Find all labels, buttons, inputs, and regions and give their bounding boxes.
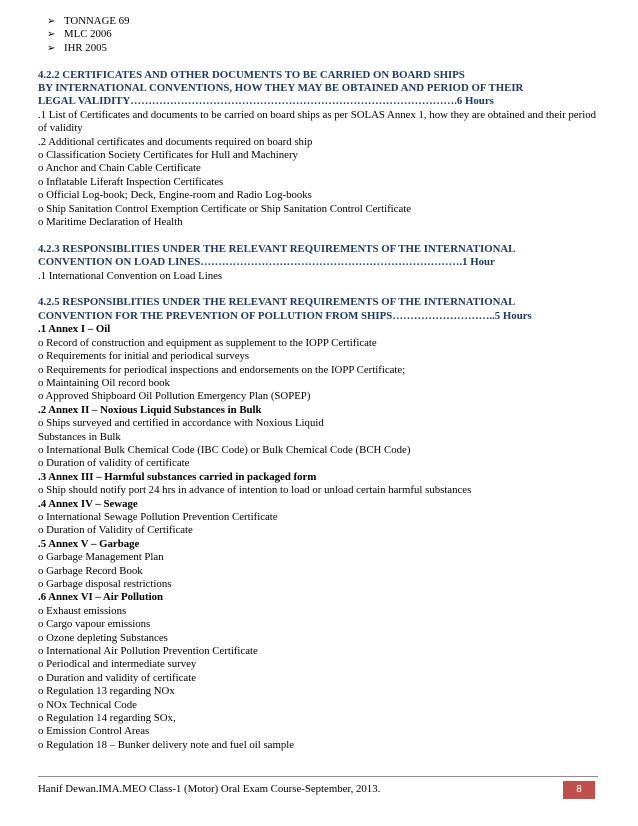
list-item: o International Sewage Pollution Prevention Certificate xyxy=(38,510,278,523)
paragraph: .2 Additional certificates and documents required on board ship xyxy=(38,135,313,148)
bullet-text: IHR 2005 xyxy=(64,41,107,54)
arrow-bullet-icon: ➢ xyxy=(47,29,56,41)
marpol-annex-list xyxy=(38,323,598,752)
list-item: o Anchor and Chain Cable Certificate xyxy=(38,162,201,175)
list-item: o International Air Pollution Prevention Certificate xyxy=(38,645,258,658)
list-item: o Requirements for periodical inspections and endorsements on the IOPP Certificate; xyxy=(38,363,406,376)
list-item: o Regulation 13 regarding NOx xyxy=(38,685,175,698)
list-item: o Maintaining Oil record book xyxy=(38,376,170,389)
bullet-item xyxy=(38,28,598,41)
list-item: o Ozone depleting Substances xyxy=(38,631,168,644)
bullet-text: MLC 2006 xyxy=(64,28,112,41)
list-item: o Ship Sanitation Control Exemption Certificate or Ship Sanitation Control Certificate xyxy=(38,202,412,215)
list-item: o Garbage disposal restrictions xyxy=(38,578,172,591)
list-item: o Duration of validity of certificate xyxy=(38,457,190,470)
annex-heading: .1 Annex I – Oil xyxy=(38,323,111,336)
list-item: o Inflatable Liferaft Inspection Certificates xyxy=(38,175,224,188)
page-number-badge: 8 xyxy=(563,781,595,799)
annex-heading: .5 Annex V – Garbage xyxy=(38,537,140,550)
section-heading-4-2-2-line-2: BY INTERNATIONAL CONVENTIONS, HOW THEY MAY BE OBTAINED AND PERIOD OF THEIR xyxy=(38,82,524,95)
list-item: o Ship should notify port 24 hrs in advance of intention to load or unload certain harmful substances xyxy=(38,484,472,497)
annex-heading: .6 Annex VI – Air Pollution xyxy=(38,591,163,604)
certificate-list xyxy=(38,149,598,229)
list-item: o International Bulk Chemical Code (IBC Code) or Bulk Chemical Code (BCH Code) xyxy=(38,443,411,456)
page-content xyxy=(38,15,598,752)
section-heading-4-2-5-line-2: CONVENTION FOR THE PREVENTION OF POLLUTION FROM SHIPS………………………..5 Hours xyxy=(38,309,532,322)
list-item: o NOx Technical Code xyxy=(38,698,137,711)
list-item: o Garbage Record Book xyxy=(38,564,143,577)
arrow-bullet-icon: ➢ xyxy=(47,16,56,27)
list-item: o Periodical and intermediate survey xyxy=(38,658,197,671)
section-heading-4-2-3-line-1: 4.2.3 RESPONSIBLITIES UNDER THE RELEVANT REQUIREMENTS OF THE INTERNATIONAL xyxy=(38,242,516,255)
bullet-text: TONNAGE 69 xyxy=(64,15,130,27)
bullet-item xyxy=(38,42,598,55)
list-item: o Official Log-book; Deck, Engine-room and Radio Log-books xyxy=(38,189,312,202)
section-heading-4-2-3-line-2: CONVENTION ON LOAD LINES……………………………………………………………….1 Hour xyxy=(38,256,495,269)
arrow-bullet-icon: ➢ xyxy=(47,42,56,54)
paragraph: .1 International Convention on Load Lines xyxy=(38,269,223,282)
list-item: o Record of construction and equipment as supplement to the IOPP Certificate xyxy=(38,336,377,349)
section-heading-4-2-5-line-1: 4.2.5 RESPONSIBLITIES UNDER THE RELEVANT REQUIREMENTS OF THE INTERNATIONAL xyxy=(38,296,516,309)
list-item: o Exhaust emissions xyxy=(38,604,127,617)
list-item: o Emission Control Areas xyxy=(38,725,150,738)
list-item: o Ships surveyed and certified in accordance with Noxious Liquid xyxy=(38,417,324,430)
list-item: o Approved Shipboard Oil Pollution Emergency Plan (SOPEP) xyxy=(38,390,311,403)
list-item: Substances in Bulk xyxy=(38,430,121,443)
footer-text: Hanif Dewan.IMA.MEO Class-1 (Motor) Oral Exam Course-September, 2013. xyxy=(38,783,381,795)
bullet-item xyxy=(38,15,598,28)
paragraph: .1 List of Certificates and documents to be carried on board ships as per SOLAS Annex 1, how they are obtained and their period of validity xyxy=(38,108,596,135)
section-heading-4-2-2-line-3: LEGAL VALIDITY……………………………………………………………………………….6 Hours xyxy=(38,95,494,108)
list-item: o Regulation 18 – Bunker delivery note and fuel oil sample xyxy=(38,738,295,751)
list-item: o Classification Society Certificates for Hull and Machinery xyxy=(38,149,298,162)
annex-heading: .4 Annex IV – Sewage xyxy=(38,497,138,510)
list-item: o Duration of Validity of Certificate xyxy=(38,524,193,537)
list-item: o Maritime Declaration of Health xyxy=(38,216,183,229)
list-item: o Garbage Management Plan xyxy=(38,551,164,564)
list-item: o Duration and validity of certificate xyxy=(38,671,196,684)
section-heading-4-2-2-line-1: 4.2.2 CERTIFICATES AND OTHER DOCUMENTS TO BE CARRIED ON BOARD SHIPS xyxy=(38,68,465,81)
annex-heading: .3 Annex III – Harmful substances carried in packaged form xyxy=(38,470,317,483)
page-footer xyxy=(38,776,598,799)
list-item: o Requirements for initial and periodical surveys xyxy=(38,350,250,363)
list-item: o Cargo vapour emissions xyxy=(38,618,151,631)
list-item: o Regulation 14 regarding SOx, xyxy=(38,712,176,725)
annex-heading: .2 Annex II – Noxious Liquid Substances in Bulk xyxy=(38,403,262,416)
